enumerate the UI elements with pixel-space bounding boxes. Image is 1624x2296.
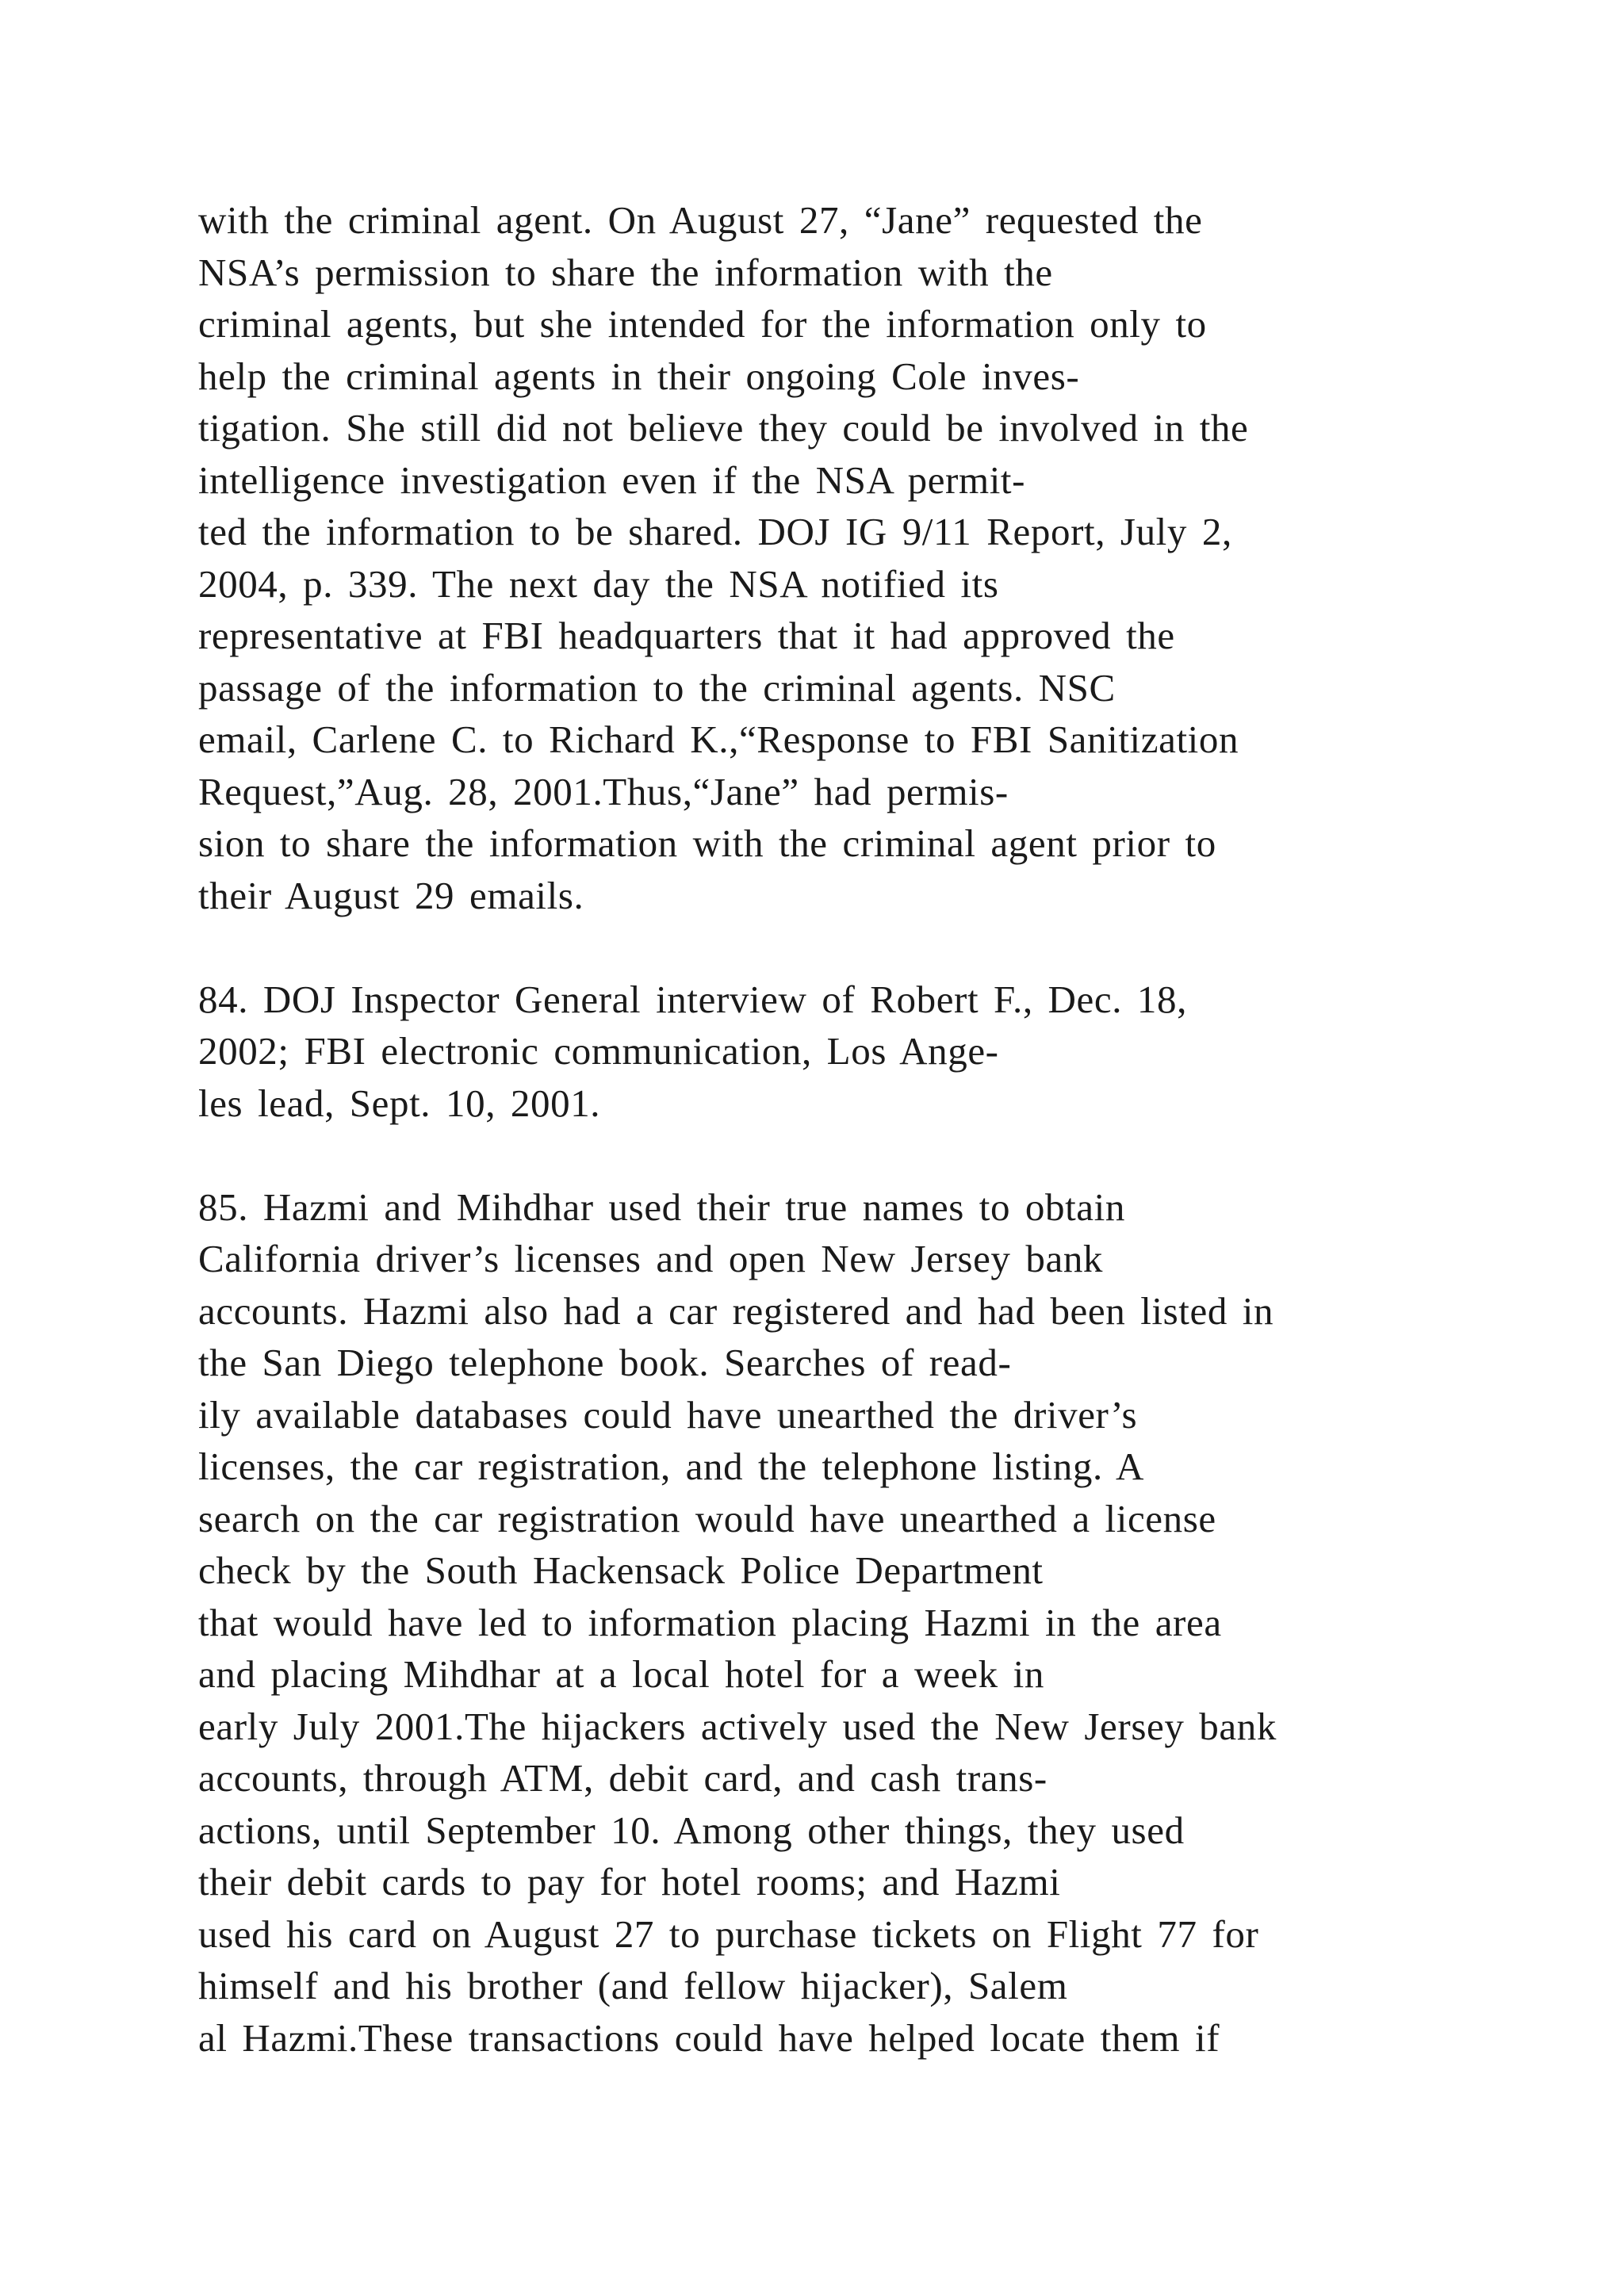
document-body <box>198 194 1610 2064</box>
text-line: the San Diego telephone book. Searches of read- <box>198 1341 1012 1384</box>
text-line: early July 2001.The hijackers actively used the New Jersey bank <box>198 1704 1277 1748</box>
text-line: check by the South Hackensack Police Department <box>198 1548 1044 1592</box>
text-line: tigation. She still did not believe they could be involved in the <box>198 406 1249 450</box>
text-line: used his card on August 27 to purchase tickets on Flight 77 for <box>198 1911 1259 1956</box>
text-line: and placing Mihdhar at a local hotel for a week in <box>198 1652 1044 1696</box>
paragraph <box>198 194 1610 921</box>
text-line: their August 29 emails. <box>198 873 584 917</box>
text-line: criminal agents, but she intended for the information only to <box>198 302 1207 346</box>
text-line: California driver’s licenses and open New Jersey bank <box>198 1237 1104 1280</box>
text-line: that would have led to information placing Hazmi in the area <box>198 1600 1222 1644</box>
text-line: 2004, p. 339. The next day the NSA notified its <box>198 561 999 606</box>
text-line: NSA’s permission to share the information with the <box>198 250 1053 294</box>
text-line: their debit cards to pay for hotel rooms; and Hazmi <box>198 1860 1061 1904</box>
text-line: with the criminal agent. On August 27, “Jane” requested the <box>198 198 1203 242</box>
text-line: accounts. Hazmi also had a car registered and had been listed in <box>198 1288 1274 1333</box>
text-line: 2002; FBI electronic communication, Los Ange- <box>198 1029 999 1073</box>
text-line: passage of the information to the criminal agents. NSC <box>198 665 1116 710</box>
text-line: search on the car registration would have unearthed a license <box>198 1496 1216 1540</box>
text-line: Request,”Aug. 28, 2001.Thus,“Jane” had permis- <box>198 769 1009 813</box>
text-line: les lead, Sept. 10, 2001. <box>198 1081 601 1125</box>
text-line: email, Carlene C. to Richard K.,“Response to FBI Sanitization <box>198 718 1239 761</box>
text-line: 85. Hazmi and Mihdhar used their true names to obtain <box>198 1184 1125 1229</box>
text-line: representative at FBI headquarters that it had approved the <box>198 614 1175 657</box>
paragraph <box>198 974 1610 1130</box>
text-line: ted the information to be shared. DOJ IG 9/11 Report, July 2, <box>198 510 1232 553</box>
text-line: sion to share the information with the criminal agent prior to <box>198 821 1216 865</box>
text-line: accounts, through ATM, debit card, and cash trans- <box>198 1756 1048 1800</box>
text-line: 84. DOJ Inspector General interview of Robert F., Dec. 18, <box>198 977 1187 1021</box>
text-line: actions, until September 10. Among other things, they used <box>198 1808 1185 1852</box>
text-line: intelligence investigation even if the NSA permit- <box>198 457 1026 502</box>
text-line: al Hazmi.These transactions could have helped locate them if <box>198 2015 1220 2060</box>
text-line: help the criminal agents in their ongoing Cole inves- <box>198 354 1080 398</box>
paragraph <box>198 1181 1610 2064</box>
text-line: himself and his brother (and fellow hijacker), Salem <box>198 1964 1068 2007</box>
text-line: ily available databases could have unearthed the driver’s <box>198 1392 1138 1437</box>
text-line: licenses, the car registration, and the telephone listing. A <box>198 1445 1144 1488</box>
